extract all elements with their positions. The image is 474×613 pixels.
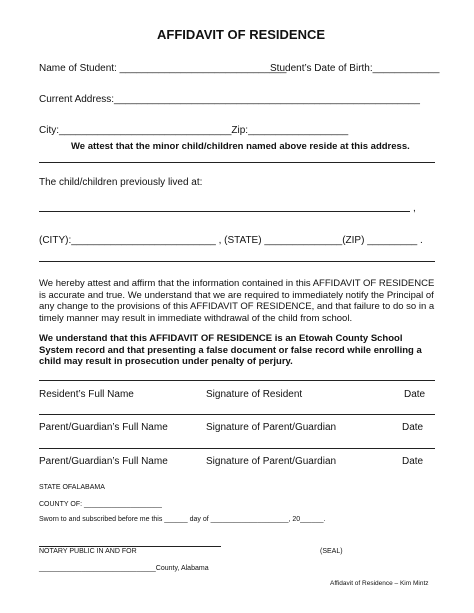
- student-dob-field[interactable]: Student’s Date of Birth:____________: [270, 63, 440, 74]
- page-title: AFFIDAVIT OF RESIDENCE: [157, 27, 326, 42]
- notary-seal-label: (SEAL): [320, 548, 343, 555]
- guardian-1-signature-label: Signature of Parent/Guardian: [206, 422, 337, 433]
- resident-signature-label: Signature of Resident: [206, 389, 303, 400]
- footer-credit: Affidavit of Residence – Kim Mintz: [330, 580, 429, 587]
- guardian-2-name-label: Parent/Guardian’s Full Name: [39, 456, 168, 467]
- guardian-2-signature-label: Signature of Parent/Guardian: [206, 456, 337, 467]
- perjury-warning-paragraph: We understand that this AFFIDAVIT OF RESIDENCE is an Etowah County School System record and that presenting a false document or false record while enrolling a child may result in prosecution under penalty of perjury.: [39, 333, 422, 367]
- notary-signature-line[interactable]: [39, 546, 221, 547]
- notary-state: STATE OFALABAMA: [39, 484, 105, 491]
- affirm-paragraph: We hereby attest and affirm that the information contained in this AFFIDAVIT OF RESIDENCE is accurate and true. We understand that we are required to immediately notify the Principal of any change to the provisions of this AFFIDAVIT OF RESIDENCE, and that failure to do so in a timely manner may result in immediate withdrawal of the child from school.: [39, 278, 435, 324]
- signature-line[interactable]: [39, 448, 435, 449]
- previous-residence-label: The child/children previously lived at:: [39, 177, 203, 188]
- student-name-field[interactable]: Name of Student: ______________________________: [39, 63, 287, 74]
- previous-address-line[interactable]: [39, 211, 410, 212]
- section-divider: [39, 380, 435, 381]
- city-zip-field[interactable]: City:_______________________________Zip:__________________: [39, 125, 349, 136]
- section-divider: [39, 162, 435, 163]
- section-divider: [39, 261, 435, 262]
- resident-name-label: Resident’s Full Name: [39, 389, 134, 400]
- guardian-2-date-label: Date: [402, 456, 424, 467]
- guardian-1-date-label: Date: [402, 422, 424, 433]
- current-address-field[interactable]: Current Address:_______________________________________________________: [39, 94, 420, 105]
- previous-city-state-zip-field[interactable]: (CITY):__________________________ , (STATE) ______________(ZIP) _________ .: [39, 235, 423, 246]
- previous-address-comma: ,: [413, 203, 416, 214]
- signature-line[interactable]: [39, 414, 435, 415]
- notary-county-line[interactable]: ______________________________County, Alabama: [39, 565, 209, 572]
- attest-statement: We attest that the minor child/children named above reside at this address.: [71, 141, 410, 152]
- notary-public-label: NOTARY PUBLIC IN AND FOR: [39, 548, 137, 555]
- notary-sworn-field[interactable]: Sworn to and subscribed before me this ______ day of ____________________, 20______.: [39, 516, 326, 523]
- resident-date-label: Date: [404, 389, 426, 400]
- guardian-1-name-label: Parent/Guardian’s Full Name: [39, 422, 168, 433]
- notary-county-field[interactable]: COUNTY OF: ____________________: [39, 501, 162, 508]
